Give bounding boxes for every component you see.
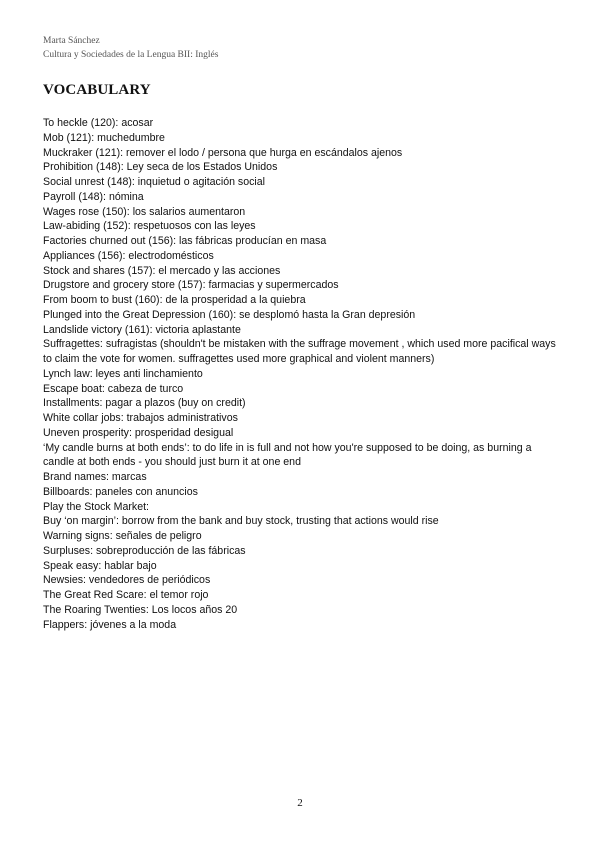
vocab-item: Social unrest (148): inquietud o agitación social (43, 176, 266, 188)
vocab-item: Appliances (156): electrodomésticos (43, 249, 214, 262)
vocab-item: Escape boat: cabeza de turco (43, 382, 184, 395)
vocab-item: Buy ‘on margin’: borrow from the bank and buy stock, trusting that actions would rise (43, 515, 439, 528)
vocab-item: Warning signs: señales de peligro (43, 530, 202, 542)
vocab-item: White collar jobs: trabajos administrativos (43, 412, 238, 424)
page-title: VOCABULARY (43, 82, 151, 98)
vocab-item: To heckle (120): acosar (43, 117, 154, 129)
vocab-item: Wages rose (150): los salarios aumentaron (43, 205, 246, 218)
vocab-item: Muckraker (121): remover el lodo / persona que hurga en escándalos ajenos (43, 146, 403, 159)
vocab-item: Uneven prosperity: prosperidad desigual (43, 426, 234, 439)
vocab-item: Factories churned out (156): las fábricas producían en masa (43, 235, 327, 247)
vocab-item: Brand names: marcas (43, 471, 147, 483)
vocab-item: ‘My candle burns at both ends’: to do life in is full and not how you're supposed to be doing, as burning a candle at both ends - you should just burn it at one end (43, 441, 532, 469)
vocab-item: Billboards: paneles con anuncios (43, 485, 198, 498)
vocab-item: Flappers: jóvenes a la moda (43, 618, 177, 631)
vocabulary-list (43, 116, 563, 632)
author-name: Marta Sánchez (43, 36, 100, 46)
vocab-item: Speak easy: hablar bajo (43, 559, 157, 572)
vocab-item: Prohibition (148): Ley seca de los Estados Unidos (43, 161, 278, 174)
vocab-item: Law-abiding (152): respetuosos con las leyes (43, 220, 256, 233)
vocab-item: From boom to bust (160): de la prosperidad a la quiebra (43, 294, 306, 306)
vocab-item: Surpluses: sobreproducción de las fábricas (43, 544, 246, 557)
vocab-item: Plunged into the Great Depression (160): se desplomó hasta la Gran depresión (43, 308, 416, 321)
vocab-item: Installments: pagar a plazos (buy on credit) (43, 397, 246, 410)
course-name: Cultura y Sociedades de la Lengua BII: Inglés (43, 50, 219, 60)
vocab-item: Drugstore and grocery store (157): farmacias y supermercados (43, 279, 339, 292)
vocab-item: Landslide victory (161): victoria aplastante (43, 323, 241, 336)
vocab-item: Stock and shares (157): el mercado y las acciones (43, 264, 281, 277)
vocab-item: Newsies: vendedores de periódicos (43, 574, 211, 587)
vocab-item: Lynch law: leyes anti linchamiento (43, 367, 203, 380)
page-number: 2 (297, 797, 303, 809)
vocab-item: The Roaring Twenties: Los locos años 20 (43, 603, 238, 616)
vocab-item: Payroll (148): nómina (43, 190, 144, 203)
document-header (43, 34, 218, 62)
vocab-item: The Great Red Scare: el temor rojo (43, 589, 209, 601)
vocab-item: Suffragettes: sufragistas (shouldn't be mistaken with the suffrage movement , which used more pacifical ways to claim the vote for women. suffragettes used more graphical and violent manners) (43, 338, 556, 365)
vocab-item: Mob (121): muchedumbre (43, 131, 165, 144)
vocab-item: Play the Stock Market: (43, 500, 149, 513)
